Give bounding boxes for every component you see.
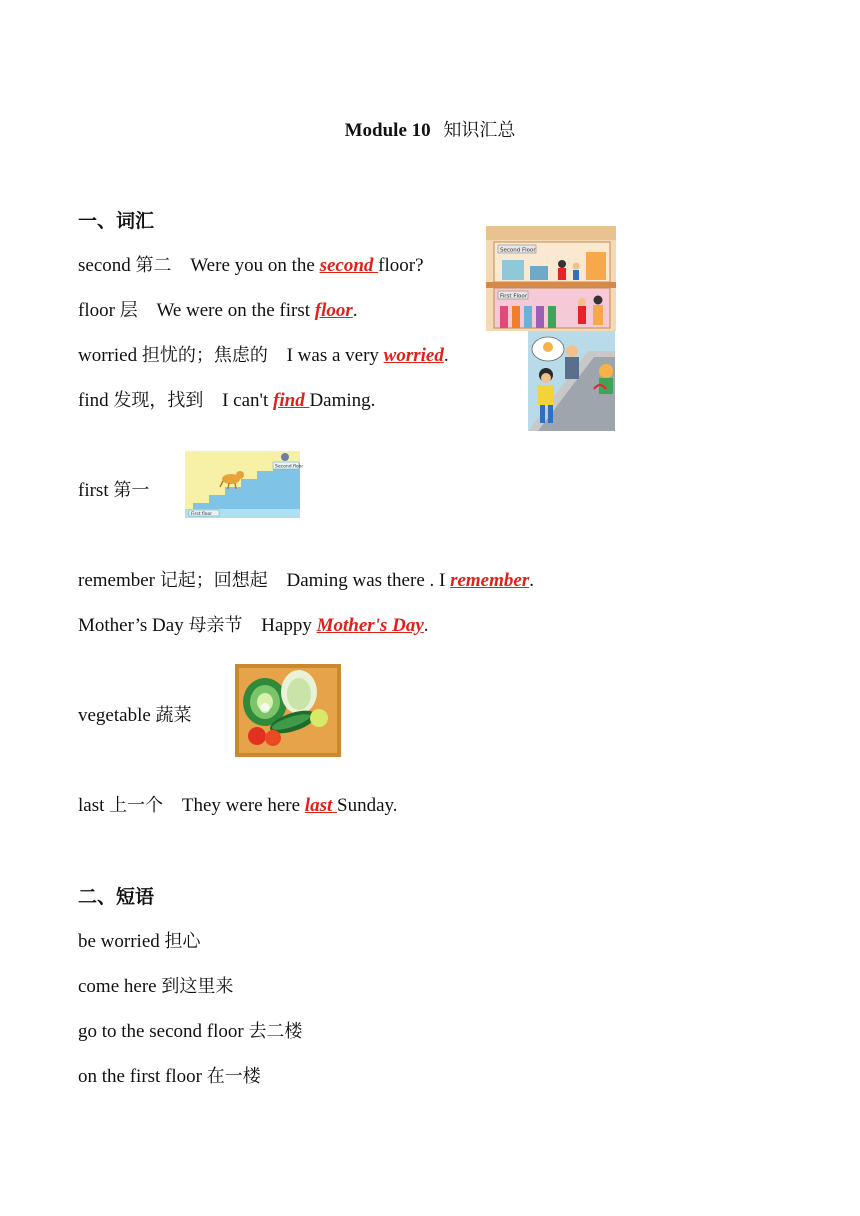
example-sentence-end: . [529,570,534,591]
phrase-heading: 二、短语 [78,886,155,908]
vocab-row-worried [78,341,449,367]
vocab-meaning: 第二 [135,255,172,276]
vocab-word: second [78,255,131,276]
vocab-word: vegetable [78,705,151,726]
vocab-meaning: 母亲节 [188,615,243,636]
vocab-word: last [78,795,105,816]
page-title [0,116,860,142]
example-sentence-start: Daming was there . I [286,570,451,591]
svg-text:Second Floor: Second Floor [500,247,536,254]
example-sentence-end: floor? [378,255,424,276]
phrase-english: on the first floor [78,1066,203,1087]
keyword: worried [383,345,444,366]
vocab-word: worried [78,345,138,366]
vocab-word: remember [78,570,156,591]
keyword: second [319,255,379,276]
phrase-row [78,927,201,953]
vocab-meaning: 蔬菜 [155,705,192,726]
example-sentence-start: They were here [181,795,305,816]
stairs-illustration [185,451,304,518]
vocab-meaning: 发现，找到 [113,390,204,411]
example-sentence-start: I can't [222,390,274,411]
vocab-row-last [78,791,398,817]
phrase-chinese: 到这里来 [161,976,234,997]
vocab-row-second [78,251,424,277]
keyword: Mother's Day [316,615,424,636]
vocab-word: first [78,480,109,501]
vocab-meaning: 层 [119,300,138,321]
phrase-english: be worried [78,931,160,952]
example-sentence-start: Were you on the [190,255,320,276]
vocab-word: find [78,390,109,411]
example-sentence-end: . [352,300,358,321]
vocab-meaning: 第一 [113,480,150,501]
vocab-row-remember [78,566,534,592]
vocab-heading: 一、词汇 [78,210,155,232]
phrase-english: come here [78,976,157,997]
example-sentence-start: I was a very [286,345,384,366]
phrase-row [78,972,233,998]
svg-text:First floor: First floor [191,512,213,517]
title-english: Module 10 [344,120,431,141]
phrase-row [78,1062,261,1088]
title-chinese: 知识汇总 [443,120,516,141]
escalator-worried-illustration [528,331,615,431]
svg-text:First Floor: First Floor [500,293,528,300]
example-sentence-end: . [423,615,429,636]
example-sentence-start: Happy [261,615,317,636]
vocab-row-mothers-day [78,611,429,637]
vocab-word: Mother’s Day [78,615,184,636]
keyword: find [273,390,310,411]
svg-text:Second floor: Second floor [275,464,304,470]
phrase-chinese: 担心 [164,931,201,952]
example-sentence-end: Sunday. [337,795,398,816]
keyword: last [304,795,337,816]
example-sentence-end: Daming. [309,390,376,411]
phrase-row [78,1017,302,1043]
vocab-row-find [78,386,375,412]
vegetables-illustration [235,664,341,757]
phrase-english: go to the second floor [78,1021,244,1042]
vocab-meaning: 记起；回想起 [159,570,268,591]
vocab-row-floor [78,296,358,322]
example-sentence-end: . [443,345,449,366]
vocab-word: floor [78,300,115,321]
vocab-meaning: 上一个 [109,795,164,816]
example-sentence-start: We were on the first [156,300,315,321]
vocab-row-vegetable [78,701,192,727]
keyword: floor [314,300,353,321]
vocab-row-first [78,476,149,502]
phrase-chinese: 在一楼 [206,1066,261,1087]
keyword: remember [450,570,530,591]
phrase-chinese: 去二楼 [248,1021,303,1042]
vocab-meaning: 担忧的；焦虑的 [141,345,268,366]
store-floors-illustration [486,226,616,331]
